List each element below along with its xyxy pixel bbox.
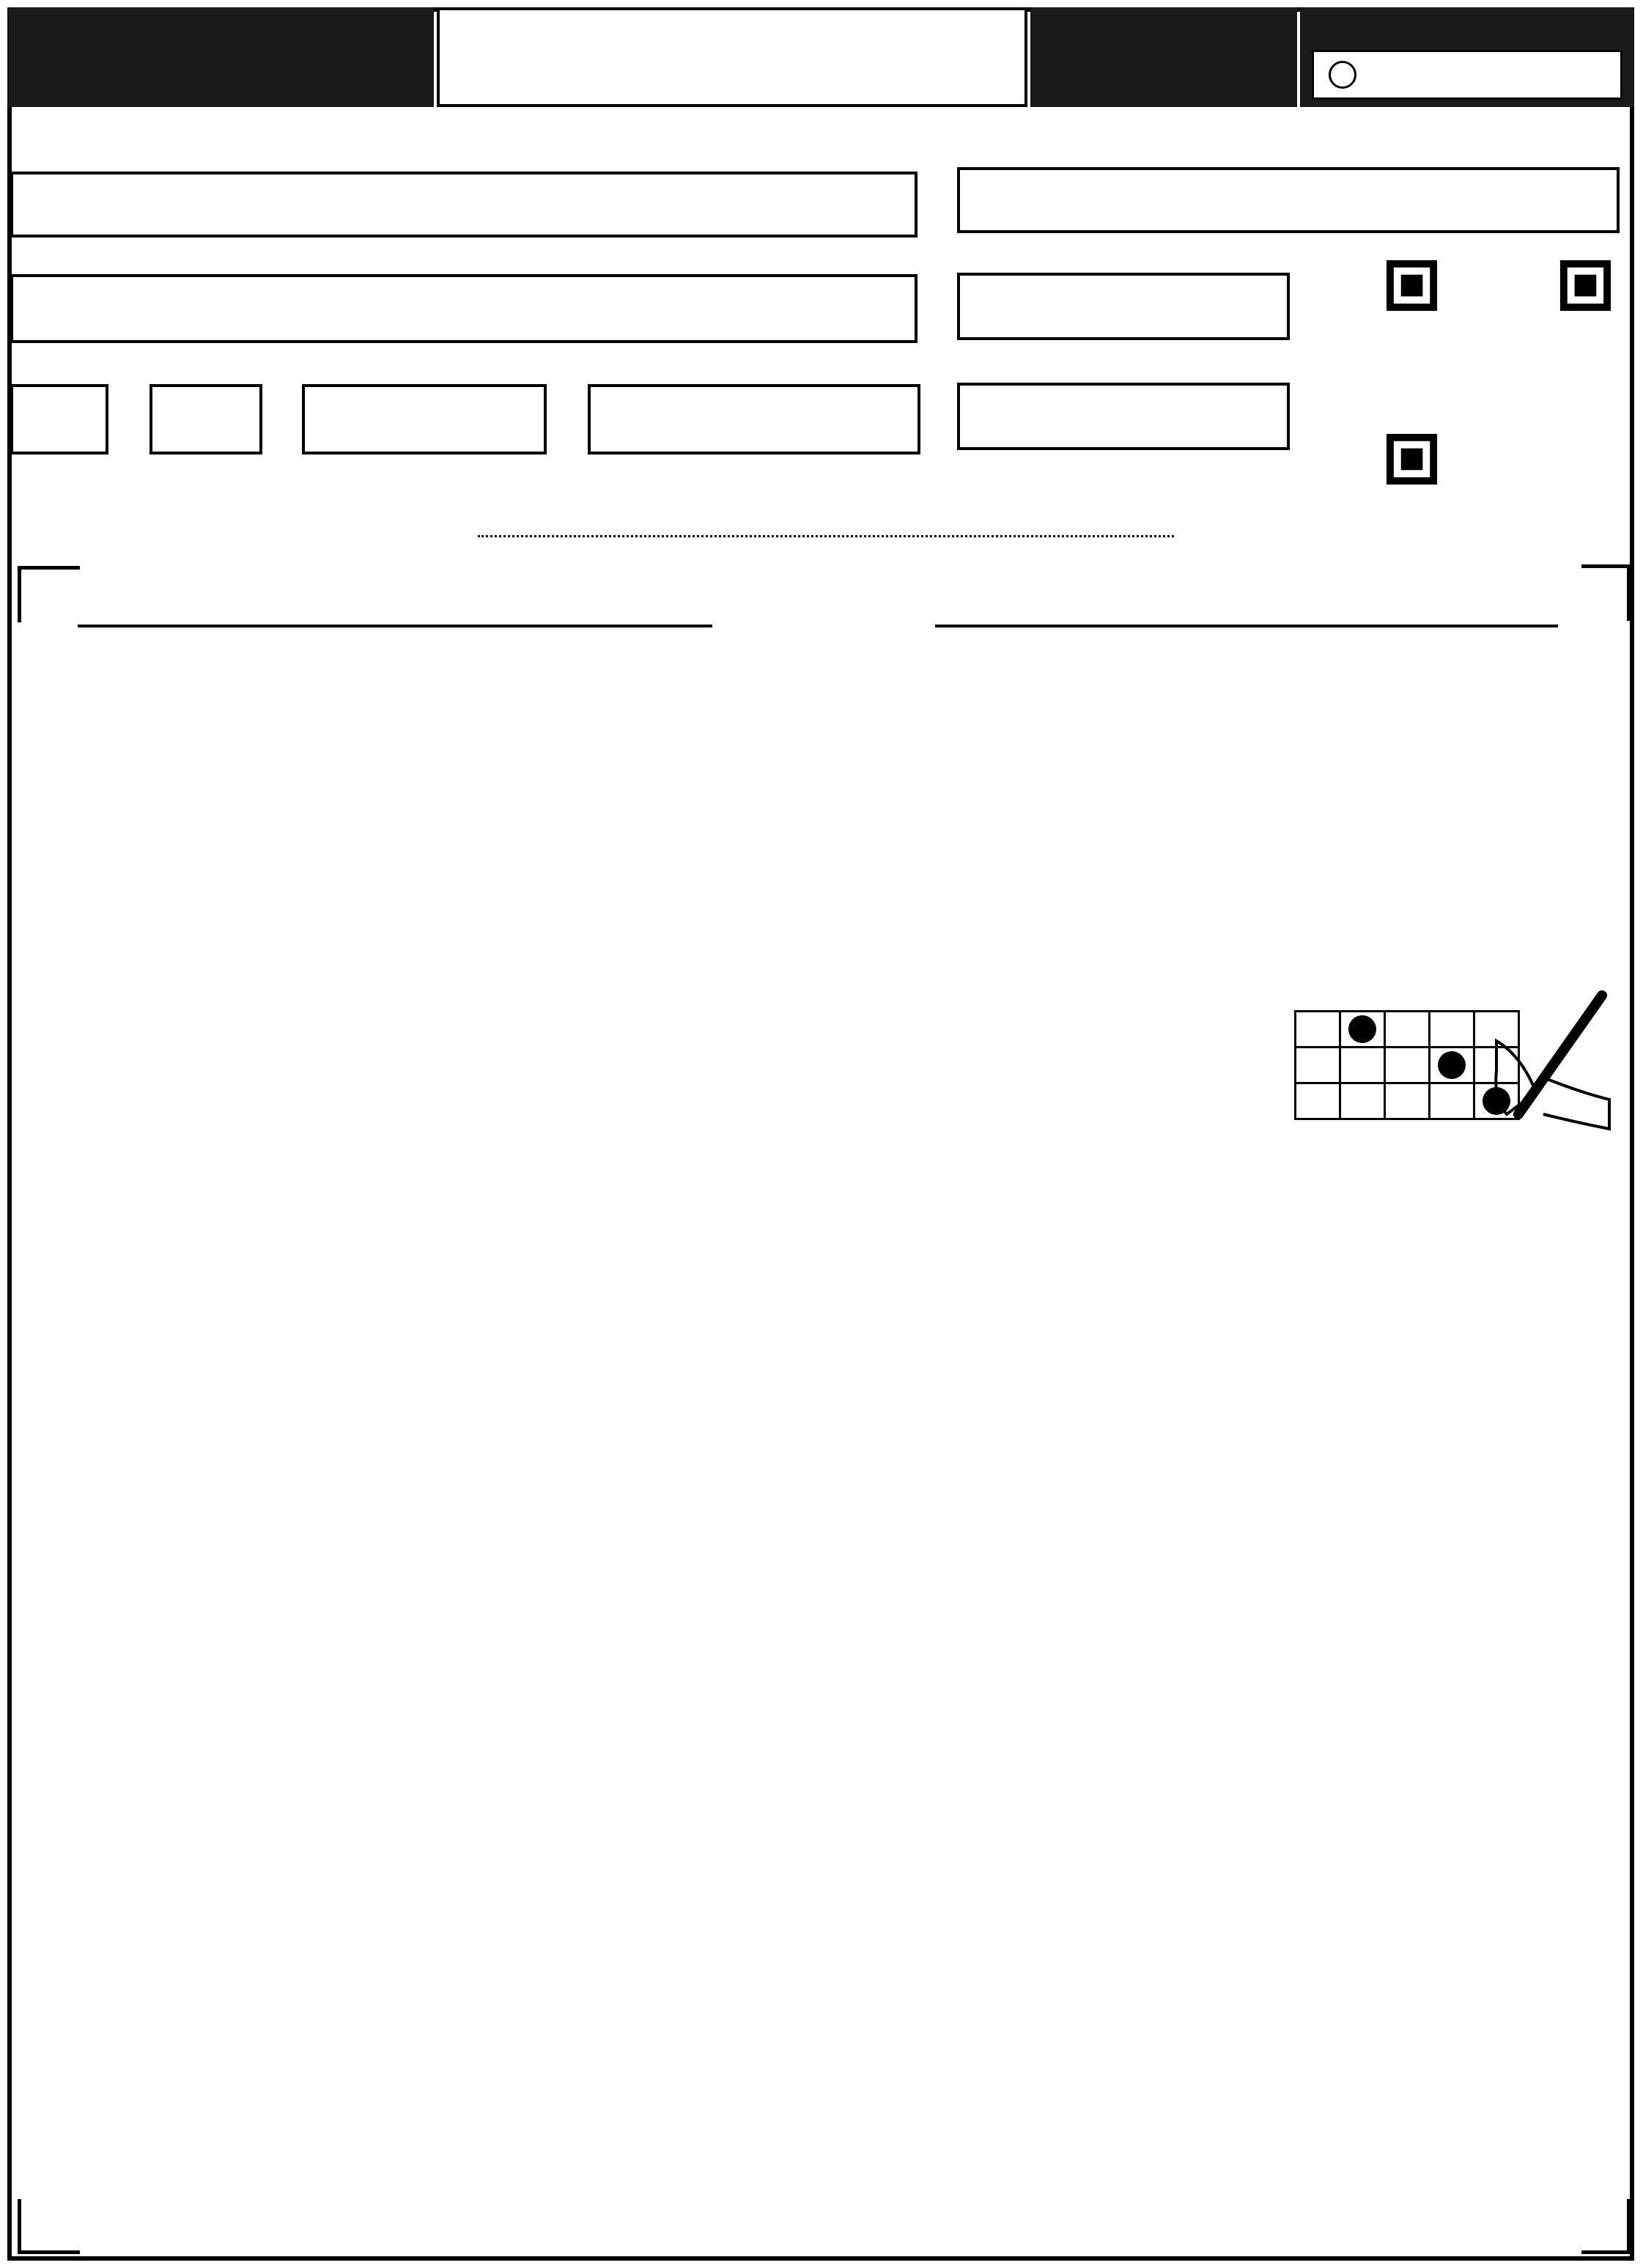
matricula-box <box>588 384 920 454</box>
example-row-label <box>1296 1048 1340 1083</box>
turma-box <box>149 384 262 454</box>
example-cell <box>1430 1012 1474 1048</box>
instructions-rule-left <box>78 625 712 627</box>
example-cell <box>1340 1048 1385 1083</box>
serie-box <box>10 384 108 454</box>
grade-title-block <box>1030 7 1297 107</box>
example-row-label <box>1296 1083 1340 1119</box>
signature-line <box>478 535 1174 537</box>
example-row-x <box>1296 1012 1519 1048</box>
nome-box <box>10 274 918 343</box>
applicator-panel <box>1300 7 1634 107</box>
corner-top-right <box>1581 564 1631 621</box>
example-cell <box>1385 1012 1430 1048</box>
pen-hand-illustration <box>1492 990 1617 1173</box>
example-row-label <box>1296 1012 1340 1048</box>
example-cell <box>1340 1083 1385 1119</box>
aplicacao-box <box>957 383 1290 450</box>
example-cell <box>1385 1083 1430 1119</box>
turno-box <box>302 384 547 454</box>
card-title-block <box>7 7 434 107</box>
example-cell <box>1385 1048 1430 1083</box>
municipio-box <box>957 167 1620 233</box>
corner-top-left <box>18 566 80 622</box>
absent-bubble[interactable] <box>1329 61 1356 89</box>
qr-code <box>1387 258 1611 487</box>
absent-box <box>1312 50 1622 100</box>
example-filled-bubble <box>1438 1051 1466 1079</box>
nascimento-box <box>957 273 1290 340</box>
instructions-rule-right <box>935 625 1558 627</box>
example-cell <box>1430 1083 1474 1119</box>
corner-bottom-left <box>18 2199 80 2254</box>
example-cell <box>1430 1048 1474 1083</box>
example-row-y <box>1296 1048 1519 1083</box>
school-box <box>10 172 918 238</box>
corner-bottom-right <box>1581 2199 1631 2254</box>
exam-title-block <box>437 7 1027 107</box>
example-filled-bubble <box>1348 1015 1376 1043</box>
example-cell <box>1340 1012 1385 1048</box>
example-table <box>1294 1010 1520 1120</box>
example-row-z <box>1296 1083 1519 1119</box>
